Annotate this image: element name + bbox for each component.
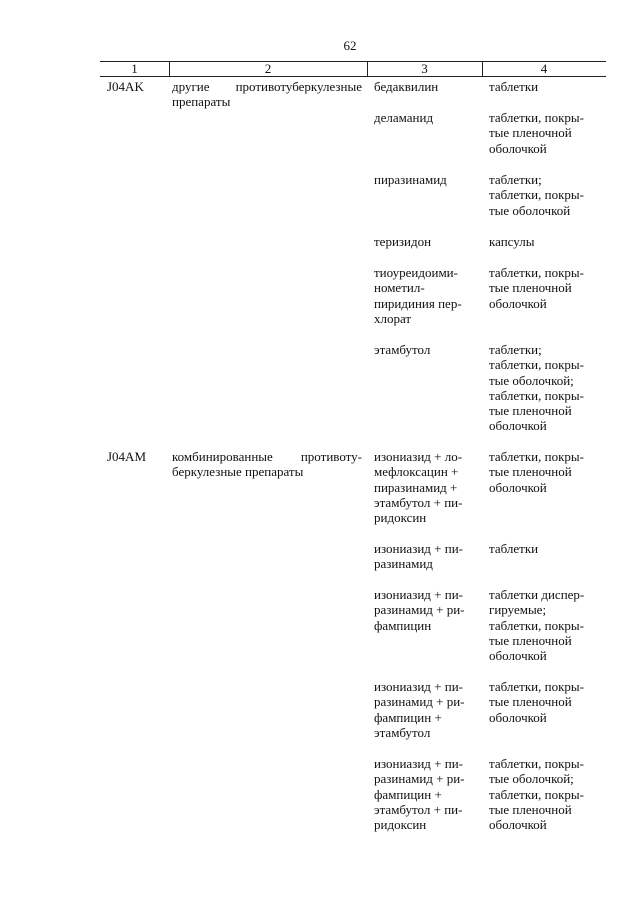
drug-line: изониазид + пи- xyxy=(374,756,463,771)
form-line: оболочкой xyxy=(489,479,547,495)
drug-line: фампицин xyxy=(374,617,432,633)
dosage-form xyxy=(489,679,600,725)
form-line: таблетки xyxy=(489,79,539,94)
form-line: тые пленочной xyxy=(489,125,572,141)
form-line: капсулы xyxy=(489,234,535,249)
form-line: тые пленочной xyxy=(489,694,572,710)
atc-code: J04AK xyxy=(107,79,144,94)
drug-line: нометил- xyxy=(374,280,425,296)
drug-line: пиразинамид + xyxy=(374,479,458,495)
group-name-line: другие противотуберкулезные xyxy=(172,79,362,94)
drug-line: пиридиния пер- xyxy=(374,295,462,311)
form-line: оболочкой xyxy=(489,418,547,434)
dosage-form xyxy=(489,541,600,556)
form-line: тые оболочкой; xyxy=(489,372,574,388)
drug-line: хлорат xyxy=(374,310,412,326)
atc-code: J04AM xyxy=(107,449,147,464)
drug-line: этамбутол xyxy=(374,724,431,740)
drug-line: изониазид + пи- xyxy=(374,541,463,556)
form-line: тые пленочной xyxy=(489,403,572,419)
drug-name xyxy=(374,756,476,832)
drug-line: разинамид + ри- xyxy=(374,602,465,618)
form-line: тые оболочкой; xyxy=(489,771,574,787)
page-number: 62 xyxy=(343,38,357,53)
form-line: тые пленочной xyxy=(489,280,572,296)
form-line: оболочкой xyxy=(489,295,547,311)
dosage-form xyxy=(489,172,600,218)
form-line: оболочкой xyxy=(489,648,547,664)
drug-line: этамбутол + пи- xyxy=(374,801,463,817)
dosage-form xyxy=(489,234,600,249)
form-line: оболочкой xyxy=(489,140,547,156)
drug-name xyxy=(374,587,476,633)
drug-line: разинамид xyxy=(374,556,433,572)
group-name-line: препараты xyxy=(172,94,231,110)
form-line: оболочкой xyxy=(489,709,547,725)
drug-line: ридоксин xyxy=(374,817,427,833)
drug-name xyxy=(374,110,476,125)
drug-line: фампицин + xyxy=(374,786,442,802)
form-line: таблетки; xyxy=(489,342,542,357)
form-line: тые пленочной xyxy=(489,632,572,648)
group-name xyxy=(172,449,362,480)
form-line: таблетки, покры- xyxy=(489,265,584,280)
form-line: тые оболочкой xyxy=(489,202,571,218)
group-name xyxy=(172,79,362,110)
drug-line: этамбутол + пи- xyxy=(374,494,463,510)
form-line: тые пленочной xyxy=(489,801,572,817)
form-line: таблетки диспер- xyxy=(489,587,585,602)
form-line: таблетки, покры- xyxy=(489,449,584,464)
form-line: таблетки; xyxy=(489,172,542,187)
drug-name xyxy=(374,172,476,187)
form-line: таблетки, покры- xyxy=(489,357,584,373)
group-name-line: беркулезные препараты xyxy=(172,464,304,480)
drug-line: ридоксин xyxy=(374,510,427,526)
form-line: гируемые; xyxy=(489,602,547,618)
form-line: таблетки, покры- xyxy=(489,756,584,771)
drug-name xyxy=(374,79,476,94)
drug-line: изониазид + ло- xyxy=(374,449,463,464)
header-col-3: 3 xyxy=(421,61,428,76)
form-line: таблетки, покры- xyxy=(489,786,584,802)
table-header-bottom-border xyxy=(100,76,606,77)
drug-name xyxy=(374,541,476,572)
form-line: оболочкой xyxy=(489,817,547,833)
form-line: таблетки xyxy=(489,541,539,556)
drug-line: теризидон xyxy=(374,234,432,249)
drug-line: деламанид xyxy=(374,110,434,125)
form-line: таблетки, покры- xyxy=(489,679,584,694)
drug-name xyxy=(374,342,476,357)
dosage-form xyxy=(489,756,600,832)
drug-line: мефлоксацин + xyxy=(374,464,459,480)
dosage-form xyxy=(489,79,600,94)
form-line: таблетки, покры- xyxy=(489,187,584,203)
drug-line: разинамид + ри- xyxy=(374,694,465,710)
header-col-1: 1 xyxy=(131,61,138,76)
dosage-form xyxy=(489,449,600,495)
drug-name xyxy=(374,679,476,740)
drug-name xyxy=(374,234,476,249)
form-line: таблетки, покры- xyxy=(489,617,584,633)
drug-line: этамбутол xyxy=(374,342,431,357)
dosage-form xyxy=(489,265,600,311)
form-line: таблетки, покры- xyxy=(489,387,584,403)
drug-line: пиразинамид xyxy=(374,172,447,187)
drug-line: бедаквилин xyxy=(374,79,439,94)
drug-name xyxy=(374,449,476,525)
dosage-form xyxy=(489,110,600,156)
header-col-4: 4 xyxy=(540,61,548,76)
form-line: тые пленочной xyxy=(489,464,572,480)
form-line: таблетки, покры- xyxy=(489,110,584,125)
drug-line: тиоуреидоими- xyxy=(374,265,458,280)
drug-line: разинамид + ри- xyxy=(374,771,465,787)
drug-line: фампицин + xyxy=(374,709,442,725)
drug-line: изониазид + пи- xyxy=(374,587,463,602)
header-col-2: 2 xyxy=(264,61,272,76)
drug-name xyxy=(374,265,476,326)
group-name-line: комбинированные противоту- xyxy=(172,449,362,464)
dosage-form xyxy=(489,587,600,663)
dosage-form xyxy=(489,342,600,434)
drug-line: изониазид + пи- xyxy=(374,679,463,694)
